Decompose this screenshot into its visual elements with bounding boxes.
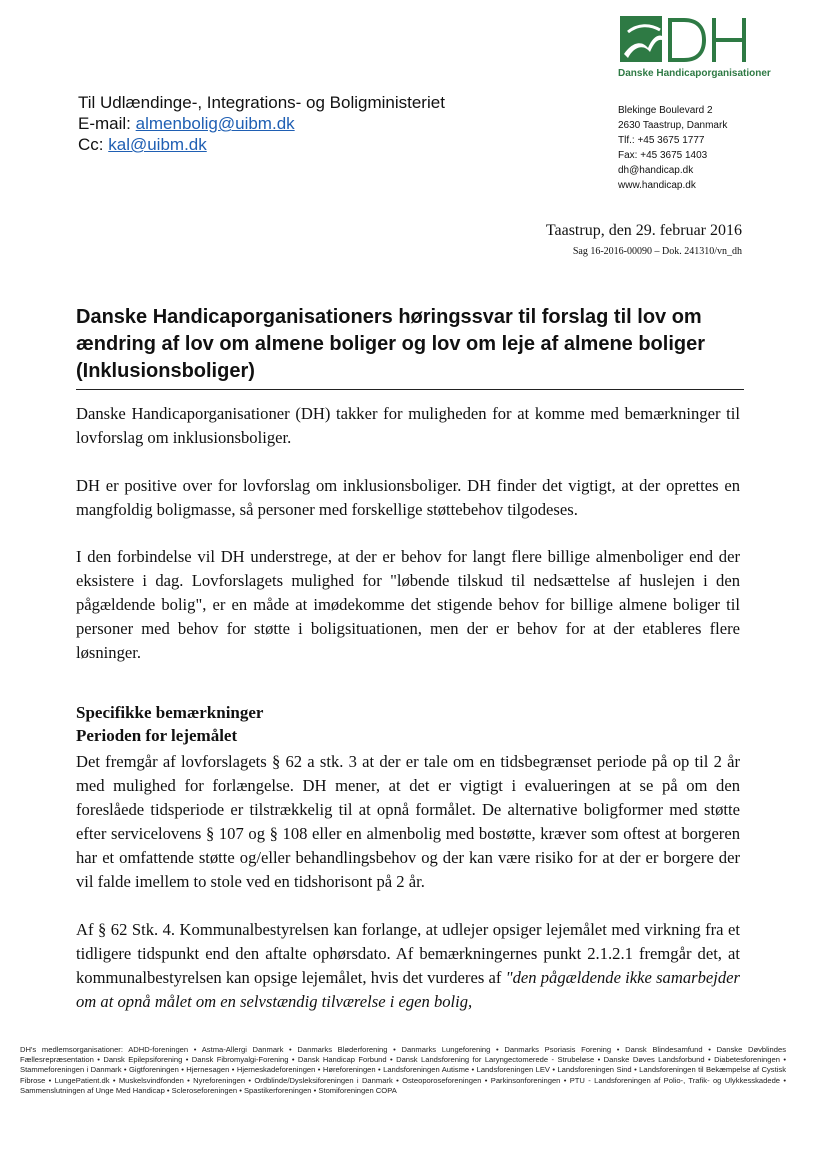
sender-city: 2630 Taastrup, Danmark [618,120,728,131]
paragraph-lease-period: Det fremgår af lovforslagets § 62 a stk. 3 at der er tale om en tidsbegrænset periode på op til 2 år med mulighed for forlængelse. DH mener, at det er vigtigt i evalueringen at se på om den foreslåede tidsperiode er tilstrækkelig til at opnå formålet. De alternative boligformer med støtte efter servicelovens § 107 og § 108 eller en almenbolig med bostøtte, kræver som oftest at borgeren har et omfattende støtte og/eller behandlingsbehov og der kan være risiko for at der er borgere der vil falde imellem to stole ved en tidshorisont på 2 år. [76,752,740,891]
date-line: Taastrup, den 29. februar 2016 [545,222,742,239]
title-divider [76,389,744,390]
logo-subtitle: Danske Handicaporganisationer [618,68,771,79]
paragraph-termination-quote: "den pågældende ikke samarbejder om at opnå målet om en selvstændig tilværelse i egen bolig, [76,968,740,1011]
paragraph-termination [76,918,740,1014]
recipient-block [78,92,445,155]
recipient-cc-line [78,134,445,155]
recipient-email-line [78,113,445,134]
sender-fax: Fax: +45 3675 1403 [618,150,708,161]
paragraph-termination-text: Af § 62 Stk. 4. Kommunalbestyrelsen kan forlange, at udlejer opsiger lejemålet med virkning fra et tidligere tidspunkt end den aftalte ophørsdato. Af bemærkningernes punkt 2.1.2.1 fremgår det, at kommunalbestyrelsen kan opsige lejemålet, hvis det vurderes af [76,920,740,987]
case-reference: Sag 16-2016-00090 – Dok. 241310/vn_dh [572,246,742,257]
document-title: Danske Handicaporganisationers høringssvar til forslag til lov om ændring af lov om almene boliger og lov om leje af almene boliger (Inklusionsboliger) [76,306,706,382]
sender-web: www.handicap.dk [618,180,696,191]
sender-email: dh@handicap.dk [618,165,694,176]
heading-lease-period: Perioden for lejemålet [76,726,238,745]
heading-specific-remarks: Specifikke bemærkninger [76,703,264,722]
recipient-to: Til Udlændinge-, Integrations- og Boligministeriet [78,93,445,112]
paragraph-positive: DH er positive over for lovforslag om inklusionsboliger. DH finder det vigtigt, at der oprettes en mangfoldig boligmasse, så personer med forskellige støttebehov tilgodeses. [76,476,740,519]
recipient-cc-link[interactable]: kal@uibm.dk [108,135,207,154]
email-label: E-mail: [78,114,131,133]
recipient-email-link[interactable]: almenbolig@uibm.dk [135,114,295,133]
member-organisations-footer: DH's medlemsorganisationer: ADHD-foreningen • Astma-Allergi Danmark • Danmarks Bløderforening • Danmarks Lungeforening • Danmarks Psoriasis Forening • Dansk Blindesamfund • Danske Døvblindes Fællesrepræsentation • Dansk Epilepsiforening • Dansk Fibromyalgi-Forening • Dansk Handicap Forbund • Dansk Landsforening for Laryngectomerede - Strubeløse • Danske Døves Landsforbund • Diabetesforeningen • Stammeforeningen i Danmark • Gigtforeningen • Hjernesagen • Hjerneskadeforeningen • Høreforeningen • Landsforeningen Autisme • Landsforeningen LEV • Landsforeningen Sind • Landsforeningen til Bekæmpelse af Cystisk Fibrose • LungePatient.dk • Muskelsvindfonden • Nyreforeningen • Ordblinde/Dysleksiforeningen i Danmark • Osteoporoseforeningen • Parkinsonforeningen • PTU - Landsforeningen af Polio-, Trafik- og Ulykkesskadede • Sammenslutningen af Unge Med Handicap • Scleroseforeningen • Spastikerforeningen • Stomiforeningen COPA [20,1045,786,1095]
paragraph-affordable-housing: I den forbindelse vil DH understrege, at der er behov for langt flere billige almenboliger end der eksistere i dag. Lovforslagets mulighed for "løbende tilskud til nedsættelse af huslejen i den pågældende bolig", er en måde at imødekomme det stigende behov for billige almene boliger til personer med behov for støtte i boligsituationen, men der er behov for at der etableres flere løsninger. [76,547,740,662]
dh-logo [614,12,784,84]
sender-phone: Tlf.: +45 3675 1777 [618,135,705,146]
cc-label: Cc: [78,135,104,154]
sender-street: Blekinge Boulevard 2 [618,105,713,116]
sender-address [618,103,727,193]
dh-logo-icon [614,12,784,68]
paragraph-intro: Danske Handicaporganisationer (DH) takker for muligheden for at komme med bemærkninger til lovforslag om inklusionsboliger. [76,404,740,447]
